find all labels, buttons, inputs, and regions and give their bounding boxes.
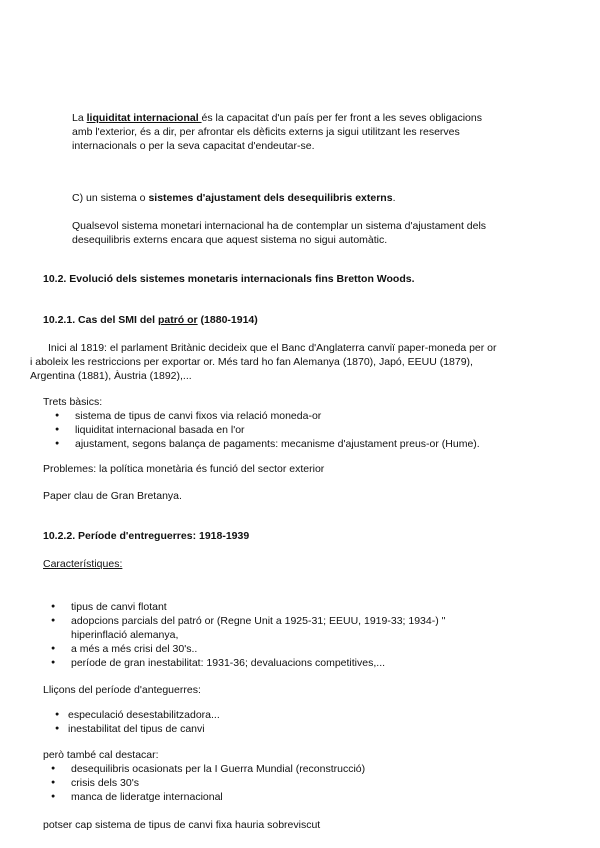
heading-10-2-1 — [0, 313, 600, 327]
section-c-line-2: desequilibris externs encara que aquest sistema no sigui automàtic. — [72, 234, 388, 246]
intro-line-3: internacionals o per la seva capacitat d'endeutar-se. — [72, 140, 315, 152]
intro-line-2: amb l'exterior, és a dir, per afrontar els dèficits externs ja sigui utilitzant les reserves — [72, 126, 460, 138]
list-item: ● crisis dels 30's — [43, 776, 600, 790]
list-item: ● a més a més crisi del 30's.. — [43, 642, 600, 656]
list-item — [43, 614, 600, 642]
paper-clau-text: Paper clau de Gran Bretanya. — [43, 490, 182, 502]
list-item: ● inestabilitat del tipus de canvi — [40, 722, 600, 736]
caracteristiques-label: Característiques: — [43, 558, 123, 570]
heading-10-2-1-suffix: (1880-1914) — [197, 314, 258, 326]
section-c-line-1: Qualsevol sistema monetari internacional ha de contemplar un sistema d'ajustament dels — [72, 220, 487, 232]
heading-10-2: 10.2. Evolució dels sistemes monetaris internacionals fins Bretton Woods. — [43, 273, 415, 285]
list-item: ● període de gran inestabilitat: 1931-36; devaluacions competitives,... — [43, 656, 600, 670]
section-c-prefix: C) un sistema o — [72, 192, 149, 204]
list-item: ● manca de lideratge internacional — [43, 790, 600, 804]
list-item: ● tipus de canvi flotant — [43, 600, 600, 614]
list-item: ● desequilibris ocasionats per la I Guerra Mundial (reconstrucció) — [43, 762, 600, 776]
list-item-continuation: hiperinflació alemanya, — [71, 629, 179, 641]
list-item-text: adopcions parcials del patró or (Regne Unit a 1925-31; EEUU, 1919-33; 1934-) " — [71, 615, 446, 627]
pero-section — [0, 748, 600, 804]
final-text: potser cap sistema de tipus de canvi fixa hauria sobreviscut — [43, 819, 321, 831]
pero-list — [43, 762, 600, 804]
heading-10-2-1-underlined: patró or — [157, 314, 198, 326]
heading-10-2-2: 10.2.2. Període d'entreguerres: 1918-1939 — [43, 530, 250, 542]
trets-label: Trets bàsics: — [43, 396, 103, 408]
section-c-paragraph — [0, 219, 600, 247]
section-c-suffix: . — [392, 192, 396, 204]
intro-term: liquiditat internacional — [86, 112, 202, 124]
intro-prefix: La — [72, 112, 87, 124]
trets-section — [0, 395, 600, 451]
trets-list — [47, 409, 600, 451]
para-1819-line-2: i aboleix les restriccions per exportar or. Més tard ho fan Alemanya (1870), Japó, EEUU (1879), — [30, 356, 473, 368]
list-item: ● especulació desestabilitzadora... — [40, 708, 600, 722]
list-item: ● liquiditat internacional basada en l'or — [47, 423, 600, 437]
para-1819 — [0, 341, 600, 383]
intro-line-1 — [0, 111, 600, 125]
heading-10-2-1-prefix: 10.2.1. Cas del SMI del — [43, 314, 158, 326]
problemes-text: Problemes: la política monetària és funció del sector exterior — [43, 463, 325, 475]
llicons-label: Lliçons del període d'anteguerres: — [43, 684, 201, 696]
list-item: ● ajustament, segons balança de pagaments: mecanisme d'ajustament preus-or (Hume). — [47, 437, 600, 451]
para-1819-line-1: Inici al 1819: el parlament Britànic decideix que el Banc d'Anglaterra canviï paper-moneda per or — [48, 342, 497, 354]
section-c-heading — [0, 191, 600, 205]
caracteristiques-list — [0, 600, 600, 670]
list-item: ● sistema de tipus de canvi fixos via relació moneda-or — [47, 409, 600, 423]
intro-paragraph — [0, 111, 600, 153]
section-c-bold: sistemes d'ajustament dels desequilibris externs — [148, 192, 393, 204]
para-1819-line-3: Argentina (1881), Àustria (1892),... — [30, 370, 192, 382]
llicons-list — [0, 708, 600, 736]
intro-line1-rest: és la capacitat d'un país per fer front a les seves obligacions — [201, 112, 482, 124]
pero-label: però també cal destacar: — [43, 749, 159, 761]
